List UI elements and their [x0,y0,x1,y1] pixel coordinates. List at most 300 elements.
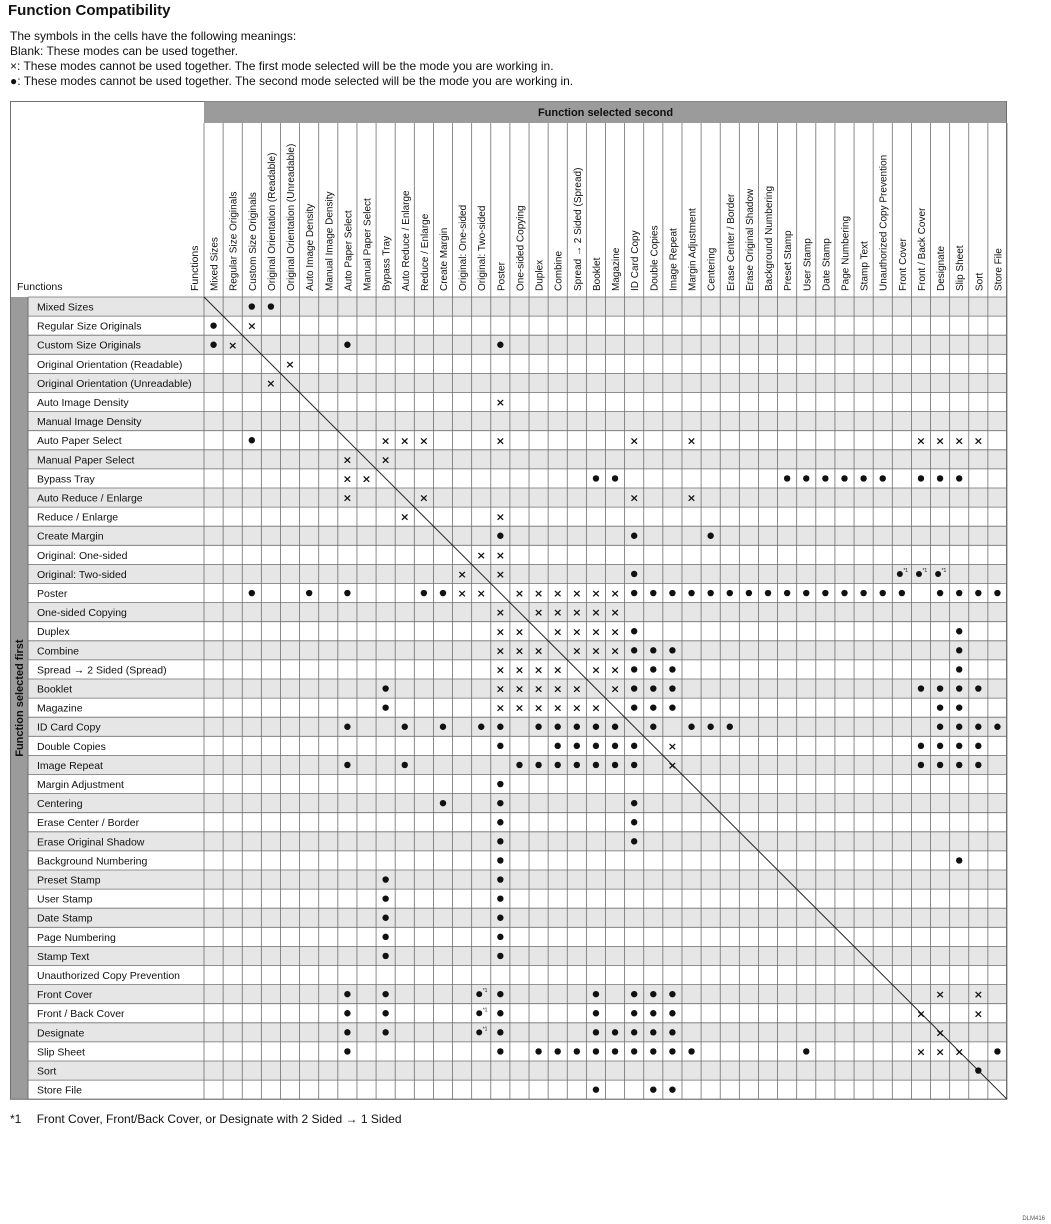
dot-mark [707,590,713,596]
cross-mark: × [629,491,639,505]
dot-mark [612,475,618,481]
dot-mark [210,322,216,328]
cross-mark: × [266,376,276,390]
row-header-function: Combine [37,645,80,658]
dot-mark [631,819,637,825]
dot-mark [841,590,847,596]
dot-mark [841,475,847,481]
legend-cross: ×: These modes cannot be used together. The first mode selected will be the mode you are working in. [10,59,554,73]
dot-mark [344,1048,350,1054]
col-header-function: Designate [936,245,948,291]
dot-mark [593,1048,599,1054]
dot-mark [535,1048,541,1054]
dot-mark [516,762,522,768]
dot-mark [497,876,503,882]
dot-mark [382,704,388,710]
cross-mark: × [495,701,505,715]
dot-mark [593,1029,599,1035]
row-header-function: Image Repeat [37,759,103,772]
dot-mark [382,934,388,940]
cross-mark: × [533,682,544,696]
dot-mark [650,704,656,710]
row-header-function: ID Card Copy [37,721,101,734]
dot-mark [344,991,350,997]
dot-mark [669,1086,675,1092]
dot-mark [937,762,943,768]
col-header-function: Combine [553,250,565,291]
dot-mark [918,475,924,481]
col-header-function: Page Numbering [840,215,852,291]
dot-mark [822,590,828,596]
footnote-ref-mark: *1 [482,1007,488,1014]
dot-mark [975,1067,981,1073]
row-shade [28,832,1007,851]
col-header-function: Bypass Tray [381,235,393,291]
dot-mark [612,1029,618,1035]
dot-mark [382,991,388,997]
col-header-function: Background Numbering [764,185,776,291]
dot-mark [669,704,675,710]
dot-mark [497,1048,503,1054]
cross-mark: × [954,434,964,448]
cross-mark: × [400,510,410,524]
dot-mark-footnoted [916,571,922,577]
dot-mark [650,724,656,730]
row-shade [28,335,1007,354]
dot-mark [268,303,274,309]
row-shade [28,488,1007,507]
dot-mark [669,590,675,596]
dot-mark [306,590,312,596]
cross-mark: × [935,988,945,1002]
row-header-function: Booklet [37,683,73,696]
dot-mark [822,475,828,481]
dot-mark [803,475,809,481]
cross-mark: × [916,1045,926,1059]
row-header-function: Reduce / Enlarge [37,511,119,524]
dot-mark [956,666,962,672]
dot-mark [555,724,561,730]
cross-mark: × [514,644,525,658]
dot-mark [555,743,561,749]
dot-mark [650,1048,656,1054]
row-header-function: Manual Image Density [37,416,142,429]
dot-mark [402,762,408,768]
dot-mark [669,685,675,691]
dot-mark [784,590,790,596]
row-header-function: Erase Original Shadow [37,836,145,849]
dot-mark [727,590,733,596]
legend-dot: ●: These modes cannot be used together. The second mode selected will be the mode you are working in. [10,74,574,88]
dot-mark [497,781,503,787]
row-header-function: Page Numbering [37,931,116,944]
dot-mark [631,704,637,710]
dot-mark [707,533,713,539]
dot-mark [631,533,637,539]
cross-mark: × [495,567,505,581]
dot-mark [860,590,866,596]
col-header-function: Front Cover [897,238,909,291]
dot-mark [382,876,388,882]
dot-mark [249,590,255,596]
footnote-ref-mark: *1 [482,1026,488,1033]
cross-mark: × [572,701,582,715]
dot-mark [497,724,503,730]
row-header-function: Magazine [37,702,83,715]
dot-mark [650,590,656,596]
dot-mark [612,724,618,730]
row-header-function: Custom Size Originals [37,339,141,352]
row-header-function: Regular Size Originals [37,320,142,333]
dot-mark-footnoted [476,1029,482,1035]
dot-mark [497,857,503,863]
cross-mark: × [935,434,945,448]
row-header-function: Centering [37,798,83,811]
dot-mark [918,743,924,749]
row-header-function: Auto Reduce / Enlarge [37,492,143,505]
legend-intro: The symbols in the cells have the following meanings: [10,29,297,43]
cross-mark: × [916,1007,926,1021]
dot-mark-footnoted [935,571,941,577]
dot-mark [956,628,962,634]
dot-mark [555,762,561,768]
dot-mark [612,1048,618,1054]
cross-mark: × [533,701,544,715]
dot-mark [382,915,388,921]
row-header-label: Functions [17,281,63,293]
cross-mark: × [361,472,372,486]
row-header-function: Original: Two-sided [37,568,127,581]
dot-mark [975,724,981,730]
cross-mark: × [495,434,505,448]
footnote [10,1112,402,1126]
dot-mark [631,743,637,749]
col-header-function: Original Orientation (Unreadable) [286,143,298,291]
page-title: Function Compatibility [8,2,171,19]
col-header-function: One-sided Copying [515,205,527,291]
row-header-function: Original Orientation (Unreadable) [37,377,192,390]
dot-mark-footnoted [897,571,903,577]
dot-mark [631,571,637,577]
cross-mark: × [495,606,505,620]
dot-mark [497,743,503,749]
cross-mark: × [514,625,525,639]
col-header-function: Duplex [534,259,546,291]
row-shade [28,603,1007,622]
footnote-ref-mark: *1 [922,567,928,574]
row-header-function: Front Cover [37,989,93,1002]
cross-mark: × [495,510,505,524]
cross-mark: × [495,663,505,677]
dot-mark [478,724,484,730]
dot-mark [688,724,694,730]
row-header-function: Auto Paper Select [37,435,122,448]
row-header-function: Front / Back Cover [37,1008,125,1021]
dot-mark [937,590,943,596]
row-header-function: Original: One-sided [37,549,128,562]
dot-mark [593,724,599,730]
dot-mark [956,857,962,863]
cross-mark: × [381,434,391,448]
dot-mark [382,895,388,901]
row-header-function: Spread → 2 Sided (Spread) [37,664,167,677]
cross-mark: × [916,434,926,448]
col-header-function: Spread → 2 Sided (Spread) [572,167,584,291]
cross-mark: × [285,357,295,371]
dot-mark [440,800,446,806]
dot-mark [497,1029,503,1035]
cross-mark: × [572,606,582,620]
dot-mark [669,666,675,672]
dot-mark [880,475,886,481]
dot-mark [956,762,962,768]
col-header-function: Double Copies [649,225,661,291]
row-header-function: Slip Sheet [37,1046,85,1059]
dot-mark [975,762,981,768]
cross-mark: × [667,739,678,753]
cross-mark: × [954,1045,964,1059]
cross-mark: × [572,587,582,601]
cross-mark: × [495,548,505,562]
row-header-function: Original Orientation (Readable) [37,358,183,371]
dot-mark [746,590,752,596]
dot-mark [249,437,255,443]
cross-mark: × [553,625,563,639]
dot-mark [631,1010,637,1016]
dot-mark [344,342,350,348]
dot-mark-footnoted [476,991,482,997]
dot-mark [497,838,503,844]
dot-mark [593,1086,599,1092]
cross-mark: × [572,682,582,696]
dot-mark [497,533,503,539]
dot-mark [631,628,637,634]
row-header-function: Preset Stamp [37,874,101,887]
dot-mark [994,724,1000,730]
dot-mark [497,1010,503,1016]
col-header-function: Manual Image Density [324,191,336,291]
cross-mark: × [533,644,544,658]
row-header-function: Stamp Text [37,950,90,963]
cross-mark: × [610,625,620,639]
dot-mark [975,743,981,749]
cross-mark: × [572,644,582,658]
dot-mark [382,1029,388,1035]
cross-mark: × [686,491,697,505]
dot-mark [497,800,503,806]
dot-mark [956,590,962,596]
cross-mark: × [973,988,983,1002]
dot-mark [937,685,943,691]
cross-mark: × [610,663,620,677]
row-shade [28,412,1007,431]
row-header-function: Double Copies [37,740,106,753]
col-header-function: Store File [993,248,1005,291]
dot-mark [707,724,713,730]
dot-mark [497,342,503,348]
dot-mark-footnoted [476,1010,482,1016]
cross-mark: × [228,338,238,352]
dot-mark [727,724,733,730]
col-header-function: Unauthorized Copy Prevention [878,154,890,291]
dot-mark [612,743,618,749]
cross-mark: × [514,663,525,677]
row-header-function: Margin Adjustment [37,779,124,791]
row-header-function: Manual Paper Select [37,454,135,467]
cross-mark: × [533,587,544,601]
row-header-function: Background Numbering [37,855,148,868]
dot-mark [344,1029,350,1035]
row-header-function: Unauthorized Copy Prevention [37,970,181,982]
dot-mark [956,704,962,710]
dot-mark [497,934,503,940]
row-header-function: Store File [37,1084,82,1097]
cross-mark: × [591,587,601,601]
row-header-function: User Stamp [37,893,93,906]
dot-mark [650,647,656,653]
dot-mark [994,590,1000,596]
cross-mark: × [342,491,353,505]
document-code: DLM416 [1022,1216,1045,1222]
dot-mark [765,590,771,596]
cross-mark: × [342,453,353,467]
cross-mark: × [514,587,525,601]
cross-mark: × [419,491,429,505]
cross-mark: × [457,567,467,581]
col-header-function: Auto Image Density [305,203,317,291]
dot-mark [803,590,809,596]
col-header-function: Auto Reduce / Enlarge [400,190,412,291]
col-header-function: Margin Adjustment [687,208,699,291]
row-shade [28,1061,1007,1080]
row-header-function: Mixed Sizes [37,301,94,314]
row-shade [28,564,1007,583]
row-header-function: Poster [37,588,68,600]
col-header-function: Stamp Text [859,241,871,291]
dot-mark [440,590,446,596]
row-header-function: Designate [37,1027,85,1040]
dot-mark [612,762,618,768]
col-header-function: Preset Stamp [783,230,795,291]
dot-mark [956,475,962,481]
dot-mark [784,475,790,481]
dot-mark [249,303,255,309]
col-header-function: Front / Back Cover [916,207,928,291]
dot-mark [650,1029,656,1035]
dot-mark [555,1048,561,1054]
dot-mark [421,590,427,596]
cross-mark: × [591,625,601,639]
cross-mark: × [553,701,563,715]
dot-mark [593,475,599,481]
footnote-ref-mark: *1 [941,567,947,574]
row-header-function: Create Margin [37,530,104,543]
dot-mark [497,991,503,997]
col-header-function: Sort [974,272,986,291]
cross-mark: × [591,644,601,658]
compatibility-matrix [10,101,1008,1101]
row-header-function: Date Stamp [37,912,93,925]
dot-mark [956,685,962,691]
row-shade [28,794,1007,813]
dot-mark [650,1086,656,1092]
cross-mark: × [381,453,391,467]
row-shade [28,946,1007,965]
dot-mark [593,762,599,768]
cross-mark: × [591,701,601,715]
footnote-ref-mark: *1 [482,988,488,995]
col-header-function: ID Card Copy [630,230,642,291]
dot-mark [631,647,637,653]
dot-mark [631,1048,637,1054]
dot-mark [497,953,503,959]
dot-mark [860,475,866,481]
dot-mark [535,724,541,730]
cross-mark: × [476,587,486,601]
dot-mark [593,1010,599,1016]
dot-mark [631,590,637,596]
col-header-label: Functions [189,245,201,291]
row-header-function: Duplex [37,626,70,639]
footnote-ref-mark: *1 [903,567,909,574]
dot-mark [574,1048,580,1054]
dot-mark [631,762,637,768]
dot-mark [402,724,408,730]
dot-mark [880,590,886,596]
cross-mark: × [514,701,525,715]
cross-mark: × [610,606,620,620]
dot-mark [210,342,216,348]
cross-mark: × [495,682,505,696]
dot-mark [918,762,924,768]
row-header-function: Bypass Tray [37,473,95,486]
dot-mark [937,475,943,481]
cross-mark: × [247,319,257,333]
dot-mark [382,685,388,691]
dot-mark [937,724,943,730]
symbol-legend [10,29,573,89]
dot-mark [631,1029,637,1035]
col-header-function: Erase Center / Border [725,193,737,291]
row-header-function: One-sided Copying [37,607,127,620]
col-header-function: Original Orientation (Readable) [266,152,278,291]
row-shade [28,870,1007,889]
dot-mark [497,819,503,825]
col-header-function: Erase Original Shadow [744,188,756,291]
cross-mark: × [610,682,620,696]
dot-mark [344,724,350,730]
footnote-text: Front Cover, Front/Back Cover, or Designate with 2 Sided → 1 Sided [36,1112,402,1126]
dot-mark [669,647,675,653]
footnote-mark: *1 [10,1112,22,1126]
cross-mark: × [553,663,563,677]
cross-mark: × [495,625,505,639]
dot-mark [937,743,943,749]
function-selected-second-label: Function selected second [537,107,674,119]
row-header-function: Auto Image Density [37,397,129,409]
col-header-function: Magazine [611,247,623,291]
col-header-function: Mixed Sizes [209,237,221,291]
cross-mark: × [553,587,563,601]
cross-mark: × [591,663,601,677]
cross-mark: × [572,625,582,639]
dot-mark [535,762,541,768]
dot-mark [631,800,637,806]
dot-mark [631,685,637,691]
dot-mark [650,1010,656,1016]
cross-mark: × [419,434,429,448]
cross-mark: × [476,548,486,562]
